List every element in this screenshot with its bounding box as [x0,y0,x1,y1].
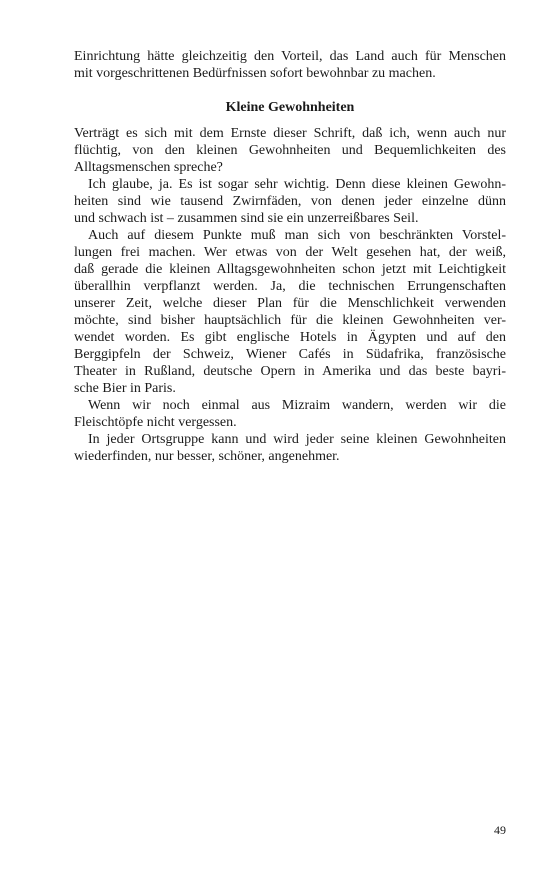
text-line: flüchtig, von den kleinen Gewohnheiten und Bequemlichkeiten des [74,143,506,158]
paragraph-4 [74,397,506,431]
paragraph-5 [74,431,506,465]
page-number: 49 [494,823,506,837]
text-line: wendet worden. Es gibt englische Hotels in Ägypten und auf den [74,330,506,345]
section-heading: Kleine Gewohnheiten [225,100,355,115]
paragraph-3 [74,227,506,397]
text-line: Auch auf diesem Punkte muß man sich von beschränkten Vorstel- [88,228,506,243]
text-line: Alltagsmenschen spreche? [74,160,223,175]
intro-paragraph [74,48,506,82]
text-line: lungen frei machen. Wer etwas von der Welt gesehen hat, der weiß, [74,245,506,260]
text-line: Berggipfeln der Schweiz, Wiener Cafés in Südafrika, französische [74,347,506,362]
text-line: Verträgt es sich mit dem Ernste dieser Schrift, daß ich, wenn auch nur [74,126,506,141]
text-line: möchte, sind bisher hauptsächlich für die kleinen Gewohnheiten ver- [74,313,506,328]
text-line: mit vorgeschrittenen Bedürfnissen sofort bewohnbar zu machen. [74,66,436,81]
text-line: Fleischtöpfe nicht vergessen. [74,415,237,430]
text-line: daß gerade die kleinen Alltagsgewohnheiten schon jetzt mit Leichtigkeit [74,262,506,277]
paragraph-1 [74,125,506,176]
paragraph-2 [74,176,506,227]
text-line: heiten sind wie tausend Zwirnfäden, von denen jeder einzelne dünn [74,194,506,209]
text-line: und schwach ist – zusammen sind sie ein unzerreißbares Seil. [74,211,419,226]
text-line: Ich glaube, ja. Es ist sogar sehr wichtig. Denn diese kleinen Gewohn- [88,177,506,192]
text-line: Theater in Rußland, deutsche Opern in Amerika und das beste bayri- [74,364,506,379]
text-line: In jeder Ortsgruppe kann und wird jeder seine kleinen Gewohnheiten [88,432,506,447]
text-line: unserer Zeit, welche dieser Plan für die Menschlichkeit verwenden [74,296,506,311]
page-body [74,48,506,465]
text-line: Wenn wir noch einmal aus Mizraim wandern, werden wir die [88,398,506,413]
text-line: Einrichtung hätte gleichzeitig den Vorteil, das Land auch für Menschen [74,49,506,64]
text-line: überallhin verpflanzt werden. Ja, die technischen Errungenschaften [74,279,506,294]
text-line: wiederfinden, nur besser, schöner, angenehmer. [74,449,340,464]
text-line: sche Bier in Paris. [74,381,176,396]
